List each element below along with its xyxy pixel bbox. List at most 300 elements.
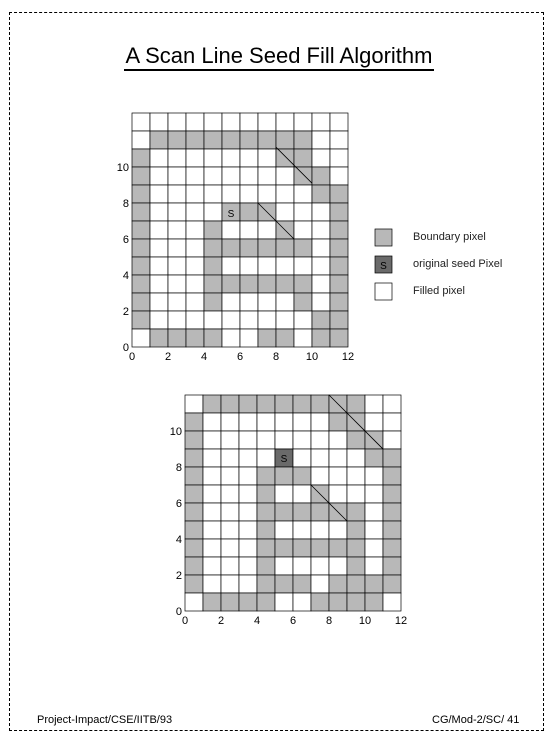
legend-seed-label: original seed Pixel <box>413 258 503 270</box>
grid-cell <box>239 467 257 485</box>
boundary-pixel <box>132 311 150 329</box>
grid-cell <box>239 503 257 521</box>
grid-cell <box>168 257 186 275</box>
grid-cell <box>329 485 347 503</box>
legend-seed-mark: S <box>380 261 387 272</box>
grid-cell <box>276 293 294 311</box>
boundary-pixel <box>383 485 401 503</box>
grid-cell <box>365 485 383 503</box>
grid-cell <box>168 203 186 221</box>
boundary-pixel <box>276 149 294 167</box>
grid-cell <box>275 485 293 503</box>
boundary-pixel <box>294 239 312 257</box>
seed-mark: S <box>227 209 235 220</box>
y-tick-label: 2 <box>175 570 182 582</box>
grid-cell <box>221 521 239 539</box>
boundary-pixel <box>132 167 150 185</box>
grid-cell <box>312 239 330 257</box>
boundary-pixel <box>204 293 222 311</box>
grid-cell <box>168 167 186 185</box>
grid-cell <box>150 275 168 293</box>
grid-cell <box>330 113 348 131</box>
boundary-pixel <box>132 239 150 257</box>
grid-cell <box>258 149 276 167</box>
x-tick-label: 12 <box>341 351 355 363</box>
grid-cell <box>275 521 293 539</box>
grid-cell <box>311 557 329 575</box>
grid-cell <box>203 557 221 575</box>
boundary-pixel <box>275 395 293 413</box>
boundary-pixel <box>132 149 150 167</box>
grid-cell <box>312 149 330 167</box>
grid-cell <box>293 593 311 611</box>
boundary-pixel <box>347 395 365 413</box>
grid-cell <box>311 413 329 431</box>
x-tick-label: 4 <box>200 351 208 363</box>
boundary-pixel <box>132 221 150 239</box>
boundary-pixel <box>204 221 222 239</box>
grid-cell <box>150 185 168 203</box>
y-tick-label: 10 <box>169 426 182 438</box>
grid-cell <box>240 293 258 311</box>
boundary-pixel <box>240 131 258 149</box>
grid-cell <box>330 131 348 149</box>
x-tick-label: 12 <box>394 615 408 627</box>
grid-cell <box>186 185 204 203</box>
boundary-pixel <box>185 539 203 557</box>
grid-cell <box>258 311 276 329</box>
boundary-pixel <box>204 329 222 347</box>
grid-cell <box>239 557 257 575</box>
grid-cell <box>186 113 204 131</box>
boundary-pixel <box>185 485 203 503</box>
grid-cell <box>257 431 275 449</box>
boundary-pixel <box>275 467 293 485</box>
boundary-pixel <box>186 329 204 347</box>
grid-cell <box>168 221 186 239</box>
boundary-pixel <box>365 593 383 611</box>
legend-filled-swatch <box>375 283 392 300</box>
boundary-pixel <box>294 167 312 185</box>
boundary-pixel <box>330 203 348 221</box>
boundary-pixel <box>132 293 150 311</box>
boundary-pixel <box>294 131 312 149</box>
grid-cell <box>383 395 401 413</box>
grid-cell <box>204 167 222 185</box>
boundary-pixel <box>276 131 294 149</box>
grid-cell <box>365 395 383 413</box>
grid-cell <box>150 239 168 257</box>
grid-cell <box>240 149 258 167</box>
grid-cell <box>150 167 168 185</box>
grid-cell <box>150 203 168 221</box>
grid-cell <box>347 449 365 467</box>
boundary-pixel <box>257 395 275 413</box>
boundary-pixel <box>204 239 222 257</box>
boundary-pixel <box>329 575 347 593</box>
grid-cell <box>185 593 203 611</box>
y-tick-label: 2 <box>122 306 129 318</box>
y-tick-label: 4 <box>122 270 129 282</box>
grid-cell <box>239 575 257 593</box>
grid-cell <box>365 503 383 521</box>
grid-cell <box>186 275 204 293</box>
grid-cell <box>239 431 257 449</box>
grid-cell <box>239 449 257 467</box>
boundary-pixel <box>203 593 221 611</box>
boundary-pixel <box>329 539 347 557</box>
boundary-pixel <box>383 539 401 557</box>
grid-cell <box>185 395 203 413</box>
boundary-pixel <box>329 413 347 431</box>
boundary-pixel <box>383 557 401 575</box>
grid-cell <box>383 593 401 611</box>
grid-cell <box>275 557 293 575</box>
grid-cell <box>329 431 347 449</box>
legend-boundary-label: Boundary pixel <box>413 231 486 243</box>
boundary-pixel <box>222 131 240 149</box>
grid-cell <box>312 257 330 275</box>
grid-cell <box>186 311 204 329</box>
grid-cell <box>383 413 401 431</box>
grid-cell <box>294 203 312 221</box>
grid-cell <box>293 521 311 539</box>
grid-cell <box>221 431 239 449</box>
grid-cell <box>204 149 222 167</box>
boundary-pixel <box>330 239 348 257</box>
grid-cell <box>203 449 221 467</box>
boundary-pixel <box>132 185 150 203</box>
grid-cell <box>204 311 222 329</box>
grid-cell <box>257 413 275 431</box>
grid-cell <box>240 257 258 275</box>
grid-cell <box>221 467 239 485</box>
boundary-pixel <box>383 467 401 485</box>
boundary-pixel <box>294 149 312 167</box>
boundary-pixel <box>330 185 348 203</box>
grid-cell <box>203 413 221 431</box>
boundary-pixel <box>275 575 293 593</box>
grid-cell <box>365 521 383 539</box>
grid-cell <box>294 311 312 329</box>
grid-cell <box>365 413 383 431</box>
boundary-pixel <box>257 593 275 611</box>
boundary-pixel <box>293 539 311 557</box>
grid-cell <box>186 239 204 257</box>
grid-cell <box>221 485 239 503</box>
grid-cell <box>293 413 311 431</box>
boundary-pixel <box>185 521 203 539</box>
grid-cell <box>312 131 330 149</box>
boundary-pixel <box>168 329 186 347</box>
grid-cell <box>294 113 312 131</box>
grid-cell <box>168 185 186 203</box>
boundary-pixel <box>312 185 330 203</box>
grid-cell <box>311 449 329 467</box>
grid-cell <box>132 329 150 347</box>
boundary-pixel <box>293 395 311 413</box>
y-tick-label: 0 <box>122 342 129 354</box>
grid-cell <box>312 113 330 131</box>
grid-cell <box>186 257 204 275</box>
grid-cell <box>168 311 186 329</box>
boundary-pixel <box>383 449 401 467</box>
grid-cell <box>258 185 276 203</box>
x-tick-label: 0 <box>128 351 136 363</box>
boundary-pixel <box>383 521 401 539</box>
boundary-pixel <box>347 503 365 521</box>
grid-cell <box>347 485 365 503</box>
legend-boundary-swatch <box>375 229 392 246</box>
grid-cell <box>204 113 222 131</box>
boundary-pixel <box>330 293 348 311</box>
boundary-pixel <box>257 575 275 593</box>
y-tick-label: 8 <box>122 198 129 210</box>
boundary-pixel <box>222 239 240 257</box>
boundary-pixel <box>204 257 222 275</box>
grid-cell <box>258 257 276 275</box>
boundary-pixel <box>347 575 365 593</box>
boundary-pixel <box>347 431 365 449</box>
boundary-pixel <box>312 311 330 329</box>
grid-cell <box>203 503 221 521</box>
grid-cell <box>276 311 294 329</box>
grid-cell <box>347 467 365 485</box>
boundary-pixel <box>293 575 311 593</box>
grid-cell <box>150 257 168 275</box>
grid-cell <box>365 467 383 485</box>
boundary-pixel <box>293 503 311 521</box>
boundary-pixel <box>257 557 275 575</box>
grid-cell <box>239 539 257 557</box>
grid-cell <box>204 203 222 221</box>
boundary-pixel <box>276 329 294 347</box>
boundary-pixel <box>311 395 329 413</box>
grid-cell <box>221 413 239 431</box>
boundary-pixel <box>168 131 186 149</box>
grid-cell <box>239 413 257 431</box>
boundary-pixel <box>330 257 348 275</box>
grid-cell <box>150 221 168 239</box>
grid-cell <box>168 113 186 131</box>
grid-cell <box>365 539 383 557</box>
page-title: A Scan Line Seed Fill Algorithm <box>0 43 558 69</box>
boundary-pixel <box>257 539 275 557</box>
boundary-pixel <box>258 275 276 293</box>
grid-cell <box>222 311 240 329</box>
grid-cell <box>222 221 240 239</box>
grid-cell <box>168 239 186 257</box>
footer-right: CG/Mod-2/SC/ 41 <box>432 714 520 726</box>
boundary-pixel <box>329 593 347 611</box>
boundary-pixel <box>383 575 401 593</box>
grid-cell <box>329 557 347 575</box>
boundary-pixel <box>275 503 293 521</box>
grid-cell <box>365 557 383 575</box>
boundary-pixel <box>185 575 203 593</box>
boundary-pixel <box>185 449 203 467</box>
grid-cell <box>329 467 347 485</box>
x-tick-label: 2 <box>164 351 172 363</box>
grid-cell <box>221 539 239 557</box>
grid-cell <box>293 557 311 575</box>
grid-cell <box>222 293 240 311</box>
grid-cell <box>275 593 293 611</box>
grid-cell <box>203 467 221 485</box>
grid-cell <box>168 275 186 293</box>
boundary-pixel <box>257 467 275 485</box>
grid-cell <box>240 311 258 329</box>
boundary-pixel <box>258 131 276 149</box>
x-tick-label: 6 <box>289 615 297 627</box>
grid-cell <box>222 167 240 185</box>
y-tick-label: 10 <box>116 162 129 174</box>
boundary-pixel <box>365 449 383 467</box>
grid-cell <box>276 185 294 203</box>
grid-cell <box>204 185 222 203</box>
grid-cell <box>311 521 329 539</box>
boundary-pixel <box>221 395 239 413</box>
grid-cell <box>329 521 347 539</box>
boundary-pixel <box>132 203 150 221</box>
grid-cell <box>222 149 240 167</box>
grid-cell <box>240 113 258 131</box>
grid-cell <box>311 467 329 485</box>
boundary-pixel <box>311 593 329 611</box>
x-tick-label: 4 <box>253 615 261 627</box>
boundary-pixel <box>257 521 275 539</box>
boundary-pixel <box>330 221 348 239</box>
grid-cell <box>275 431 293 449</box>
footer-left: Project-Impact/CSE/IITB/93 <box>37 714 173 726</box>
boundary-pixel <box>330 311 348 329</box>
grid-cell <box>221 575 239 593</box>
boundary-pixel <box>383 503 401 521</box>
boundary-pixel <box>150 131 168 149</box>
boundary-pixel <box>312 329 330 347</box>
boundary-pixel <box>204 275 222 293</box>
grid-cell <box>258 293 276 311</box>
grid-cell <box>312 203 330 221</box>
grid-cell <box>222 113 240 131</box>
boundary-pixel <box>293 467 311 485</box>
grid-cell <box>383 431 401 449</box>
grid-cell <box>329 449 347 467</box>
boundary-pixel <box>221 593 239 611</box>
grid-cell <box>276 113 294 131</box>
boundary-pixel <box>258 239 276 257</box>
grid-cell <box>293 485 311 503</box>
x-tick-label: 0 <box>181 615 189 627</box>
boundary-pixel <box>240 275 258 293</box>
grid-cell <box>186 149 204 167</box>
grid-cell <box>221 449 239 467</box>
x-tick-label: 10 <box>305 351 319 363</box>
grid-cell <box>330 167 348 185</box>
boundary-pixel <box>276 275 294 293</box>
grid-cell <box>276 203 294 221</box>
grid-cell <box>221 503 239 521</box>
boundary-pixel <box>311 539 329 557</box>
y-tick-label: 6 <box>175 498 182 510</box>
boundary-pixel <box>185 431 203 449</box>
boundary-pixel <box>347 539 365 557</box>
grid-cell <box>150 149 168 167</box>
grid-cell <box>222 329 240 347</box>
grid-cell <box>239 485 257 503</box>
grid-cell <box>203 485 221 503</box>
x-tick-label: 8 <box>325 615 333 627</box>
grid-cell <box>276 257 294 275</box>
grid-cell <box>186 167 204 185</box>
boundary-pixel <box>257 485 275 503</box>
boundary-pixel <box>276 239 294 257</box>
grid-cell <box>150 293 168 311</box>
boundary-pixel <box>347 593 365 611</box>
grid-cell <box>330 149 348 167</box>
grid-cell <box>150 113 168 131</box>
grid-cell <box>222 257 240 275</box>
x-tick-label: 8 <box>272 351 280 363</box>
boundary-pixel <box>347 557 365 575</box>
grid-cell <box>312 221 330 239</box>
boundary-pixel <box>186 131 204 149</box>
boundary-pixel <box>330 329 348 347</box>
grid-cell <box>186 221 204 239</box>
boundary-pixel <box>239 593 257 611</box>
boundary-pixel <box>347 521 365 539</box>
y-tick-label: 8 <box>175 462 182 474</box>
grid-cell <box>258 113 276 131</box>
grid-cell <box>132 113 150 131</box>
boundary-pixel <box>311 503 329 521</box>
grid-cell <box>239 521 257 539</box>
grid-cell <box>132 131 150 149</box>
y-tick-label: 6 <box>122 234 129 246</box>
grid-cell <box>186 293 204 311</box>
grid-cell <box>312 275 330 293</box>
boundary-pixel <box>240 203 258 221</box>
grid-cell <box>168 149 186 167</box>
boundary-pixel <box>275 539 293 557</box>
y-tick-label: 4 <box>175 534 182 546</box>
boundary-pixel <box>132 275 150 293</box>
grid-cell <box>150 311 168 329</box>
grid-cell <box>311 431 329 449</box>
boundary-pixel <box>365 575 383 593</box>
grid-cell <box>276 167 294 185</box>
grid-cell <box>275 413 293 431</box>
grid-cell <box>240 221 258 239</box>
grid-cell <box>258 221 276 239</box>
x-tick-label: 10 <box>358 615 372 627</box>
grid-cell <box>240 167 258 185</box>
boundary-pixel <box>258 329 276 347</box>
x-tick-label: 6 <box>236 351 244 363</box>
boundary-pixel <box>222 275 240 293</box>
grid-cell <box>293 431 311 449</box>
seed-mark: S <box>280 454 288 465</box>
x-tick-label: 2 <box>217 615 225 627</box>
boundary-pixel <box>294 275 312 293</box>
boundary-pixel <box>240 239 258 257</box>
grid-cell <box>240 185 258 203</box>
boundary-pixel <box>132 257 150 275</box>
boundary-pixel <box>203 395 221 413</box>
grid-cell <box>294 329 312 347</box>
grid-cell <box>311 575 329 593</box>
grid-cell <box>203 521 221 539</box>
